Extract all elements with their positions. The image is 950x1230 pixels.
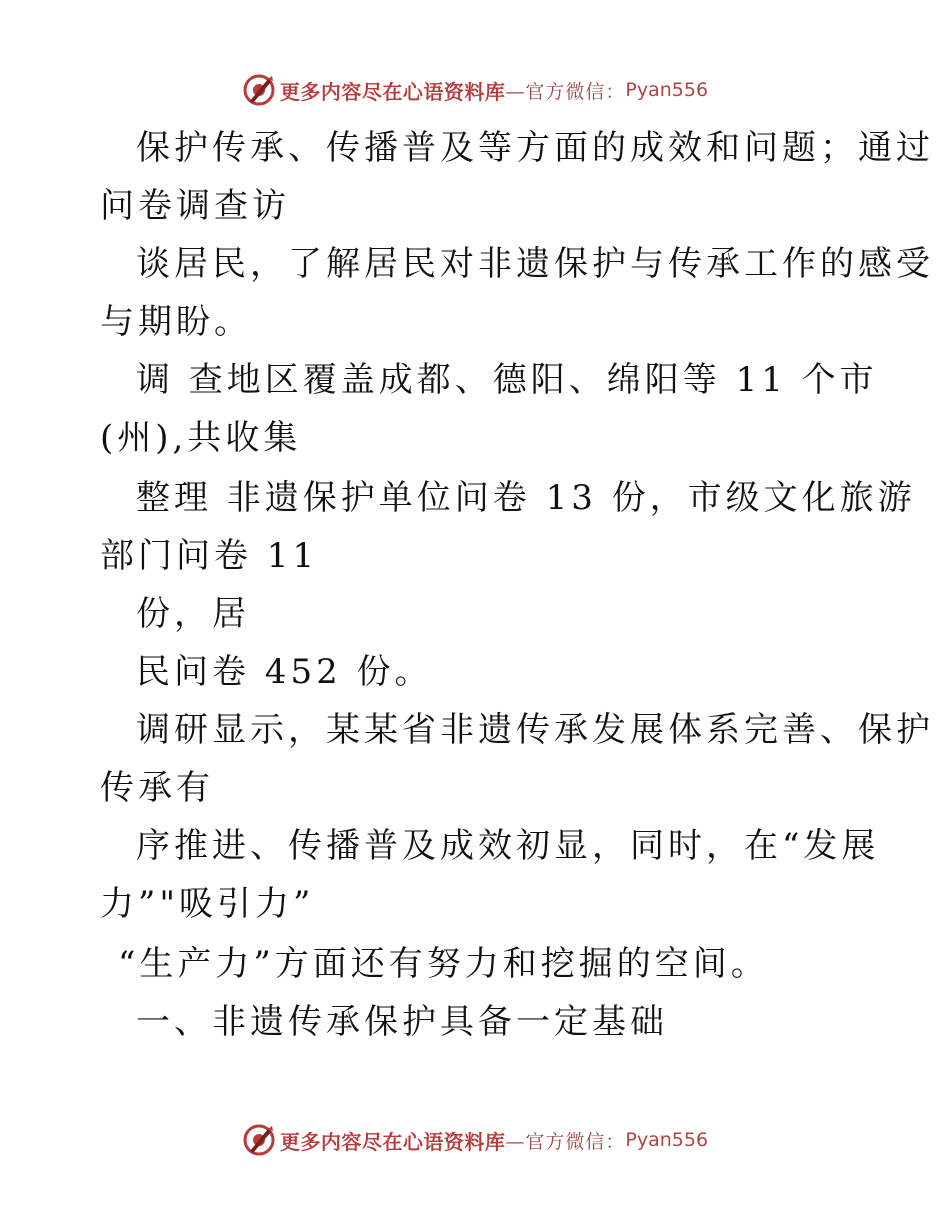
text-line: 部门问卷 11 — [100, 536, 319, 576]
text-line: (州),共收集 — [100, 418, 302, 458]
text-line: 问卷调查访 — [100, 186, 290, 226]
text-line: 力”"吸引力” — [100, 884, 315, 924]
text-line: 序推进、传播普及成效初显，同时，在“发展 — [136, 826, 880, 866]
banner-title: 更多内容尽在心语资料库 — [279, 1129, 506, 1154]
text-line: 谈居民，了解居民对非遗保护与传承工作的感受 — [136, 244, 934, 284]
banner-wechat-id: Pyan556 — [625, 1129, 709, 1151]
text-line: 份，居 — [136, 594, 250, 634]
banner-wechat-label: —官方微信： — [505, 80, 626, 103]
text-line: 民问卷 452 份。 — [136, 652, 433, 692]
banner-wechat-label: —官方微信： — [505, 1130, 626, 1153]
text-line: 调 查地区覆盖成都、德阳、绵阳等 11 个市 — [136, 360, 878, 400]
text-line: 传承有 — [100, 768, 214, 808]
text-line: 与期盼。 — [100, 302, 252, 342]
banner-title: 更多内容尽在心语资料库 — [279, 79, 506, 104]
pen-logo-icon — [242, 73, 276, 107]
text-line: “生产力”方面还有努力和挖掘的空间。 — [118, 944, 769, 984]
header-banner — [0, 68, 950, 112]
banner-wechat-id: Pyan556 — [625, 79, 709, 101]
section-heading: 一、非遗传承保护具备一定基础 — [136, 1002, 668, 1042]
text-line: 整理 非遗保护单位问卷 13 份，市级文化旅游 — [136, 478, 916, 518]
pen-logo-icon — [242, 1123, 276, 1157]
footer-banner — [0, 1118, 950, 1162]
text-line: 保护传承、传播普及等方面的成效和问题；通过 — [136, 128, 934, 168]
text-line: 调研显示，某某省非遗传承发展体系完善、保护 — [136, 710, 934, 750]
